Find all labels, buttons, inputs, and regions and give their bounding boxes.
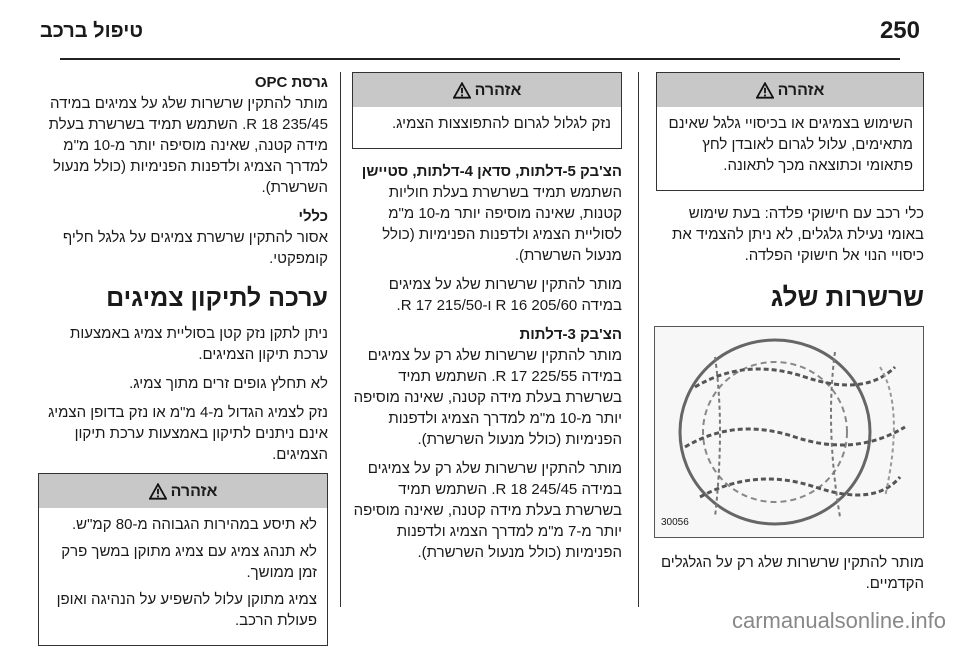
section-title: שרשרות שלג xyxy=(770,282,924,312)
subheading: הצ'בק 5-דלתות, סדאן 4-דלתות, סטיישן xyxy=(361,163,622,180)
warning-text: לא תיסע במהירות הגבוהה מ-80 קמ"ש. xyxy=(71,516,317,533)
body-text: מותר להתקין שרשרות שלג רק על צמיגים במידה 245/45 R 18. השתמש תמיד בשרשרת בעלת מידה קטנה, שאינה מוסיפה יותר מ-7 מ"מ למדרך הצמיג ולדפנות הפנימיות (כולל מנעול השרשרת). xyxy=(353,460,622,561)
warning-text: נזק לגלול לגרום להתפוצצות הצמיג. xyxy=(391,115,611,132)
column-divider xyxy=(638,72,639,607)
warning-box xyxy=(352,72,622,149)
body-text: לא תחלץ גופים זרים מתוך צמיג. xyxy=(129,375,328,392)
right-column xyxy=(656,72,924,602)
body-text: מותר להתקין שרשרות שלג רק על צמיגים במידה 225/55 R 17. השתמש תמיד בשרשרת בעלת מידה קטנה, שאינה מוסיפה יותר מ-10 מ"מ למדרך הצמיג ולדפנות הפנימיות (כולל מנעול השרשרת). xyxy=(353,347,622,448)
warning-title: אזהרה xyxy=(170,482,218,500)
body-text: השתמש תמיד בשרשרת בעלת חוליות קטנות, שאינה מוסיפה יותר מ-10 מ"מ לסוליית הצמיג ולדפנות הפנימיות (כולל מנעול השרשרת). xyxy=(382,184,622,264)
warning-title: אזהרה xyxy=(777,81,825,99)
header-divider xyxy=(60,58,900,60)
column-divider xyxy=(340,72,341,607)
page-number: 250 xyxy=(879,17,920,44)
image-reference-code: 30056 xyxy=(661,517,689,528)
body-text: מותר להתקין שרשרות שלג על צמיגים במידה 235/45 R 18. השתמש תמיד בשרשרת בעלת מידה קטנה, שאינה מוסיפה יותר מ-10 מ"מ למדרך הצמיג ולדפנות הפנימיות (כולל מנעול השרשרת). xyxy=(48,95,328,196)
warning-text: השימוש בצמיגים או בכיסויי גלגל שאינם מתאימים, עלול לגרום לאובדן לחץ פתאומי וכתוצאה מכך לתאונה. xyxy=(668,115,913,174)
warning-header xyxy=(353,73,621,107)
snow-chain-illustration xyxy=(655,327,923,537)
left-column xyxy=(38,72,328,658)
warning-box xyxy=(38,473,328,646)
body-text: ניתן לתקן נזק קטן בסוליית צמיג באמצעות ערכת תיקון הצמיגים. xyxy=(69,325,328,363)
subheading: הצ'בק 3-דלתות xyxy=(519,326,622,343)
subheading: כללי xyxy=(298,208,328,225)
warning-triangle-icon xyxy=(149,483,167,500)
section-title: ערכה לתיקון צמיגים xyxy=(106,284,328,312)
body-text: כלי רכב עם חישוקי פלדה: בעת שימוש באומי נעילת גלגלים, לא ניתן להצמיד את כיסויי הנוי אל חישוקי הפלדה. xyxy=(672,205,924,264)
warning-triangle-icon xyxy=(453,82,471,99)
warning-title: אזהרה xyxy=(474,81,522,99)
middle-column xyxy=(352,72,622,571)
body-text: מותר להתקין שרשרות שלג על צמיגים במידה 205/60 R 16 ו-215/50 R 17. xyxy=(388,276,622,314)
warning-header xyxy=(657,73,923,107)
page-header xyxy=(40,12,920,50)
photo-caption: מותר להתקין שרשרות שלג רק על הגלגלים הקדמיים. xyxy=(660,554,924,592)
snow-chain-photo xyxy=(654,326,924,538)
warning-triangle-icon xyxy=(756,82,774,99)
watermark: carmanualsonline.info xyxy=(731,608,946,633)
body-text: אסור להתקין שרשרת צמיגים על גלגל חליף קומפקטי. xyxy=(62,229,328,267)
subheading: גרסת OPC xyxy=(254,74,328,91)
warning-header xyxy=(39,474,327,508)
warning-text: לא תנהג צמיג עם צמיג מתוקן במשך פרק זמן ממושך. xyxy=(61,543,317,581)
warning-text: צמיג מתוקן עלול להשפיע על הנהיגה ואופן פעולת הרכב. xyxy=(56,591,317,629)
page-title: טיפול ברכב xyxy=(40,19,144,42)
warning-box xyxy=(656,72,924,191)
body-text: נזק לצמיג הגדול מ-4 מ"מ או נזק בדופן הצמיג אינם ניתנים לתיקון באמצעות ערכת תיקון הצמיגים. xyxy=(48,404,328,463)
